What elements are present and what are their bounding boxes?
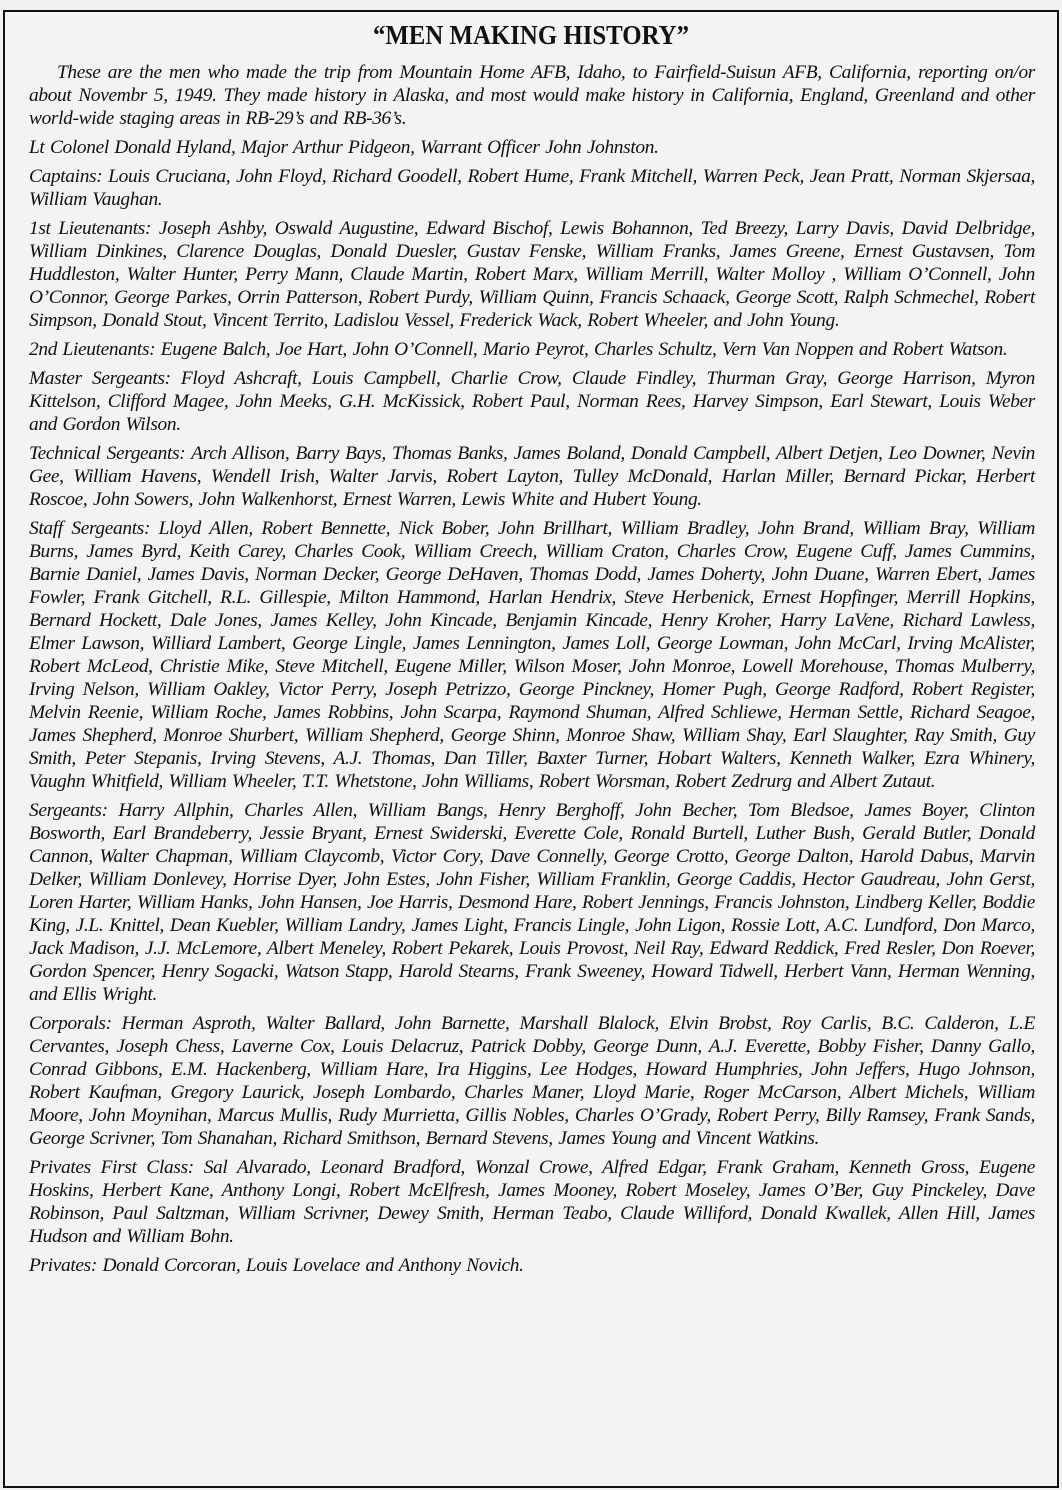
rank-label: Master Sergeants: xyxy=(29,368,171,389)
names-list: Joseph Ashby, Oswald Augustine, Edward Bischof, Lewis Bohannon, Ted Breezy, Larry Davis, David Delbridge, William Dinkines, Clarence Douglas, Donald Duesler, Gustav Fenske, William Franks, James Greene, Ernest Gustavsen, Tom Huddleston, Walter Hunter, Perry Mann, Claude Martin, Robert Marx, William Merrill, Walter Molloy , William O’Connell, John O’Connor, George Parkes, Orrin Patterson, Robert Purdy, William Quinn, Francis Schaack, George Scott, Ralph Schmechel, Robert Simpson, Donald Stout, Vincent Territo, Ladislou Vessel, Frederick Wack, Robert Wheeler, and John Young. xyxy=(29,218,1036,331)
section-captains xyxy=(29,165,1035,211)
intro-paragraph: These are the men who made the trip from Mountain Home AFB, Idaho, to Fairfield-Suisun AFB, California, reporting on/or about Novembr 5, 1949. They made history in Alaska, and most would make history in California, England, Greenland and other world-wide staging areas in RB-29’s and RB-36’s. xyxy=(29,62,1035,129)
section-privates-first-class xyxy=(29,1156,1035,1248)
officers-line: Lt Colonel Donald Hyland, Major Arthur Pidgeon, Warrant Officer John Johnston. xyxy=(29,137,659,158)
section-2nd-lieutenants xyxy=(29,338,1035,361)
rank-label: Corporals: xyxy=(29,1013,112,1034)
rank-label: Staff Sergeants: xyxy=(29,518,151,539)
names-list: Donald Corcoran, Louis Lovelace and Anthony Novich. xyxy=(102,1255,524,1276)
names-list: Louis Cruciana, John Floyd, Richard Goodell, Robert Hume, Frank Mitchell, Warren Peck, Jean Pratt, Norman Skjersaa, William Vaughan. xyxy=(29,166,1035,210)
names-list: Sal Alvarado, Leonard Bradford, Wonzal Crowe, Alfred Edgar, Frank Graham, Kenneth Gross, Eugene Hoskins, Herbert Kane, Anthony Longi, Robert McElfresh, James Mooney, Robert Moseley, James O’Ber, Guy Pinckeley, Dave Robinson, Paul Saltzman, William Scrivner, Dewey Smith, Herman Teabo, Claude Williford, Donald Kwallek, Allen Hill, James Hudson and William Bohn. xyxy=(29,1157,1035,1247)
rank-label: Sergeants: xyxy=(29,800,108,821)
names-list: Herman Asproth, Walter Ballard, John Barnette, Marshall Blalock, Elvin Brobst, Roy Carlis, B.C. Calderon, L.E Cervantes, Joseph Chess, Laverne Cox, Louis Delacruz, Patrick Dobby, George Dunn, A.J. Everette, Bobby Fisher, Danny Gallo, Conrad Gibbons, E.M. Hackenberg, William Hare, Ira Higgins, Lee Hodges, Howard Humphries, John Jeffers, Hugo Johnson, Robert Kaufman, Gregory Laurick, Joseph Lombardo, Charles Maner, Lloyd Marie, Roger McCarson, Albert Michels, William Moore, John Moynihan, Marcus Mullis, Rudy Murrietta, Gillis Nobles, Charles O’Grady, Robert Perry, Billy Ramsey, Frank Sands, George Scrivner, Tom Shanahan, Richard Smithson, Bernard Stevens, James Young and Vincent Watkins. xyxy=(29,1013,1036,1149)
names-list: Floyd Ashcraft, Louis Campbell, Charlie Crow, Claude Findley, Thurman Gray, George Harrison, Myron Kittelson, Clifford Magee, John Meeks, G.H. McKissick, Robert Paul, Norman Rees, Harvey Simpson, Earl Stewart, Louis Weber and Gordon Wilson. xyxy=(29,368,1036,435)
rank-label: 2nd Lieutenants: xyxy=(29,339,156,360)
section-privates xyxy=(29,1254,1035,1277)
section-master-sergeants xyxy=(29,367,1035,436)
names-list: Eugene Balch, Joe Hart, John O’Connell, Mario Peyrot, Charles Schultz, Vern Van Noppen and Robert Watson. xyxy=(160,339,1008,360)
section-technical-sergeants xyxy=(29,442,1035,511)
rank-label: Privates: xyxy=(29,1255,97,1276)
document-body xyxy=(5,61,1057,1277)
rank-label: Technical Sergeants: xyxy=(29,443,186,464)
names-list: Arch Allison, Barry Bays, Thomas Banks, James Boland, Donald Campbell, Albert Detjen, Leo Downer, Nevin Gee, William Havens, Wendell Irish, Walter Jarvis, Robert Layton, Tulley McDonald, Harlan Miller, Bernard Pickar, Herbert Roscoe, John Sowers, John Walkenhorst, Ernest Warren, Lewis White and Hubert Young. xyxy=(29,443,1035,510)
page-title: “MEN MAKING HISTORY” xyxy=(372,20,690,50)
section-corporals xyxy=(29,1012,1035,1150)
rank-label: Privates First Class: xyxy=(29,1157,194,1178)
names-list: Harry Allphin, Charles Allen, William Bangs, Henry Berghoff, John Becher, Tom Bledsoe, James Boyer, Clinton Bosworth, Earl Brandeberry, Jessie Bryant, Ernest Swiderski, Everette Cole, Ronald Burtell, Luther Bush, Gerald Butler, Donald Cannon, Walter Chapman, William Claycomb, Victor Cory, Dave Connelly, George Crotto, George Dalton, Harold Dabus, Marvin Delker, William Donlevey, Horrise Dyer, John Estes, John Fisher, William Franklin, George Caddis, Hector Gaudreau, John Gerst, Loren Harter, William Hanks, John Hansen, Joe Harris, Desmond Hare, Robert Jennings, Francis Johnston, Lindberg Keller, Boddie King, J.L. Knittel, Dean Kuebler, William Landry, James Light, Francis Lingle, John Ligon, Rossie Lott, A.C. Lundford, Don Marco, Jack Madison, J.J. McLemore, Albert Meneley, Robert Pekarek, Louis Provost, Neil Ray, Edward Reddick, Fred Resler, Don Roever, Gordon Spencer, Henry Sogacki, Watson Stapp, Harold Stearns, Frank Sweeney, Howard Tidwell, Herbert Vann, Herman Wenning, and Ellis Wright. xyxy=(29,800,1035,1005)
section-staff-sergeants xyxy=(29,517,1035,793)
rank-label: Captains: xyxy=(29,166,103,187)
section-sergeants xyxy=(29,799,1035,1006)
names-list: Lloyd Allen, Robert Bennette, Nick Bober, John Brillhart, William Bradley, John Brand, William Bray, William Burns, James Byrd, Keith Carey, Charles Cook, William Creech, William Craton, Charles Crow, Eugene Cuff, James Cummins, Barnie Daniel, James Davis, Norman Decker, George DeHaven, Thomas Dodd, James Doherty, John Duane, Warren Ebert, James Fowler, Frank Gitchell, R.L. Gillespie, Milton Hammond, Harlan Hendrix, Steve Herbenick, Ernest Hopfinger, Merrill Hopkins, Bernard Hockett, Dale Jones, James Kelley, John Kincade, Benjamin Kincade, Henry Kroher, Harry LaVene, Richard Lawless, Elmer Lawson, Williard Lambert, George Lingle, James Lennington, James Loll, George Lowman, John McCarl, Irving McAlister, Robert McLeod, Christie Mike, Steve Mitchell, Eugene Miller, Wilson Moser, John Monroe, Lowell Morehouse, Thomas Mulberry, Irving Nelson, William Oakley, Victor Perry, Joseph Petrizzo, George Pinckney, Homer Pugh, George Radford, Robert Register, Melvin Reenie, William Roche, James Robbins, John Scarpa, Raymond Shuman, Alfred Schliewe, Herman Settle, Richard Seagoe, James Shepherd, Monroe Shurbert, William Shepherd, George Shinn, Monroe Shaw, William Shay, Earl Slaughter, Ray Smith, Guy Smith, Peter Stepanis, Irving Stevens, A.J. Thomas, Dan Tiller, Baxter Turner, Hobart Walters, Kenneth Walker, Ezra Whinery, Vaughn Whitfield, William Wheeler, T.T. Whetstone, John Williams, Robert Worsman, Robert Zedrurg and Albert Zutaut. xyxy=(29,518,1036,792)
rank-label: 1st Lieutenants: xyxy=(29,218,152,239)
section-1st-lieutenants xyxy=(29,217,1035,332)
document-frame xyxy=(3,10,1059,1488)
